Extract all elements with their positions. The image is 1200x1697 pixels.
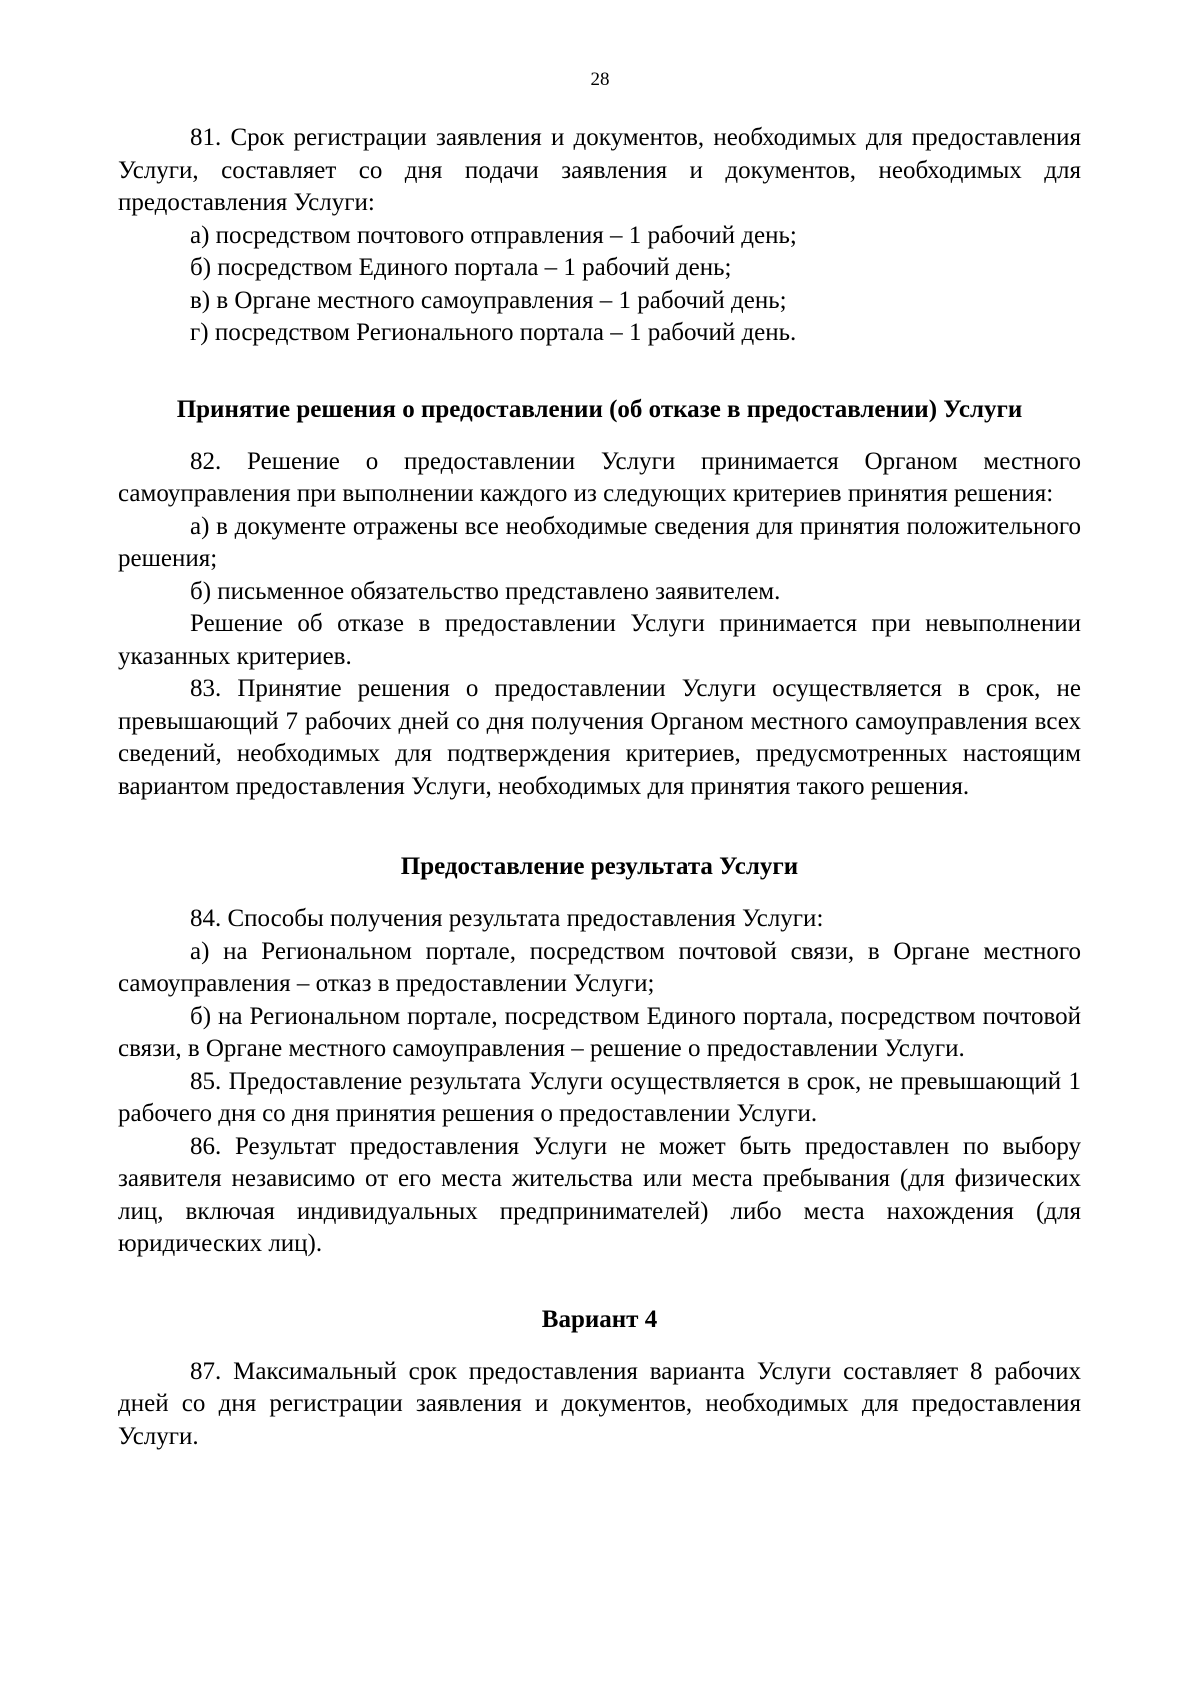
paragraph-81-d: г) посредством Регионального портала – 1 рабочий день.	[190, 319, 797, 346]
paragraph-85: 85. Предоставление результата Услуги осуществляется в срок, не превышающий 1 рабочего дня со дня принятия решения о предоставлении Услуги.	[118, 1067, 1081, 1127]
section-heading-result: Предоставление результата Услуги	[400, 853, 799, 880]
paragraph-84-b: б) на Региональном портале, посредством Единого портала, посредством почтовой связи, в Органе местного самоуправления – решение о предоставлении Услуги.	[118, 1002, 1081, 1062]
paragraph-86: 86. Результат предоставления Услуги не может быть предоставлен по выбору заявителя независимо от его места жительства или места пребывания (для физических лиц, включая индивидуальных предпринимателей) либо места нахождения (для юридических лиц).	[118, 1132, 1081, 1257]
paragraph-82-b: б) письменное обязательство представлено заявителем.	[190, 577, 781, 605]
section-heading-decision: Принятие решения о предоставлении (об отказе в предоставлении) Услуги	[176, 395, 1023, 423]
paragraph-84: 84. Способы получения результата предоставления Услуги:	[190, 905, 824, 932]
paragraph-81-b: б) посредством Единого портала – 1 рабочий день;	[190, 254, 732, 281]
paragraph-82-a: а) в документе отражены все необходимые сведения для принятия положительного решения;	[118, 512, 1081, 572]
page-number: 28	[590, 69, 610, 90]
paragraph-84-a: а) на Региональном портале, посредством почтовой связи, в Органе местного самоуправления – отказ в предоставлении Услуги;	[118, 937, 1081, 997]
paragraph-81-a: а) посредством почтового отправления – 1 рабочий день;	[190, 221, 797, 249]
paragraph-87: 87. Максимальный срок предоставления варианта Услуги составляет 8 рабочих дней со дня регистрации заявления и документов, необходимых для предоставления Услуги.	[118, 1357, 1081, 1450]
paragraph-82: 82. Решение о предоставлении Услуги принимается Органом местного самоуправления при выполнении каждого из следующих критериев принятия решения:	[118, 447, 1081, 507]
paragraph-81: 81. Срок регистрации заявления и документов, необходимых для предоставления Услуги, составляет со дня подачи заявления и документов, необходимых для предоставления Услуги:	[118, 124, 1081, 216]
paragraph-83: 83. Принятие решения о предоставлении Услуги осуществляется в срок, не превышающий 7 рабочих дней со дня получения Органом местного самоуправления всех сведений, необходимых для подтверждения критериев, предусмотренных настоящим вариантом предоставления Услуги, необходимых для принятия такого решения.	[118, 675, 1081, 800]
paragraph-82-refusal: Решение об отказе в предоставлении Услуги принимается при невыполнении указанных критериев.	[118, 610, 1081, 670]
paragraph-81-c: в) в Органе местного самоуправления – 1 рабочий день;	[190, 286, 787, 314]
section-heading-variant-4: Вариант 4	[541, 1305, 658, 1333]
document-body	[118, 122, 1081, 1453]
